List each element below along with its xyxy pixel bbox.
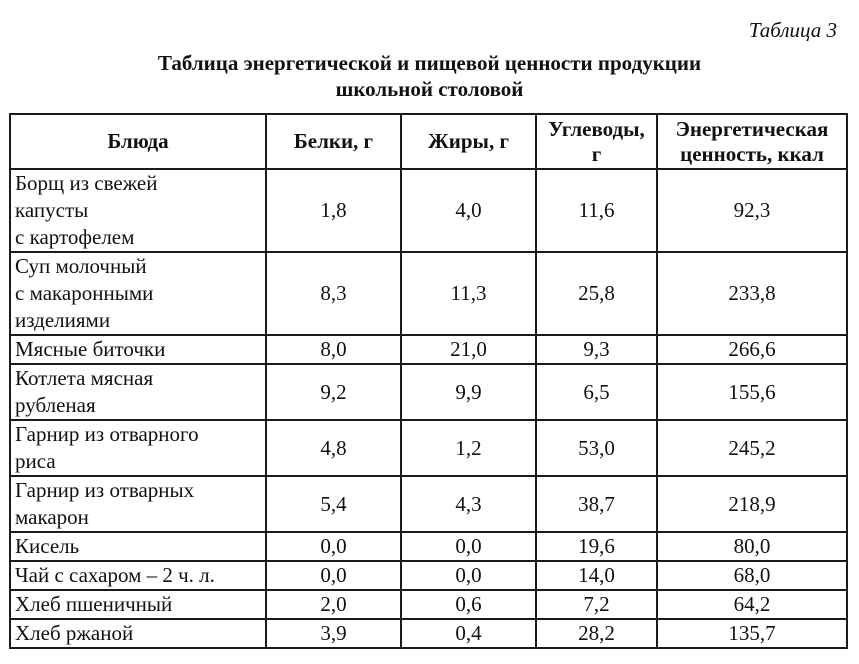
dish-cell: Гарнир из отварных макарон bbox=[10, 476, 266, 532]
carbs-cell: 25,8 bbox=[536, 252, 657, 335]
table-row bbox=[10, 476, 847, 532]
table-row bbox=[10, 561, 847, 590]
column-header-dish: Блюда bbox=[10, 114, 266, 169]
energy-cell: 80,0 bbox=[657, 532, 847, 561]
table-row bbox=[10, 619, 847, 648]
carbs-cell: 53,0 bbox=[536, 420, 657, 476]
protein-cell: 0,0 bbox=[266, 561, 401, 590]
fat-cell: 0,0 bbox=[401, 532, 536, 561]
carbs-cell: 6,5 bbox=[536, 364, 657, 420]
table-row bbox=[10, 252, 847, 335]
fat-cell: 11,3 bbox=[401, 252, 536, 335]
energy-cell: 233,8 bbox=[657, 252, 847, 335]
fat-cell: 0,0 bbox=[401, 561, 536, 590]
protein-cell: 1,8 bbox=[266, 169, 401, 252]
fat-cell: 21,0 bbox=[401, 335, 536, 364]
dish-cell: Хлеб ржаной bbox=[10, 619, 266, 648]
dish-cell: Гарнир из отварного риса bbox=[10, 420, 266, 476]
fat-cell: 4,0 bbox=[401, 169, 536, 252]
energy-cell: 135,7 bbox=[657, 619, 847, 648]
protein-cell: 2,0 bbox=[266, 590, 401, 619]
fat-cell: 9,9 bbox=[401, 364, 536, 420]
carbs-cell: 28,2 bbox=[536, 619, 657, 648]
table-row bbox=[10, 169, 847, 252]
carbs-cell: 7,2 bbox=[536, 590, 657, 619]
protein-cell: 0,0 bbox=[266, 532, 401, 561]
table-row bbox=[10, 532, 847, 561]
table-title bbox=[0, 50, 859, 102]
column-header-energy: Энергетическая ценность, ккал bbox=[657, 114, 847, 169]
carbs-cell: 14,0 bbox=[536, 561, 657, 590]
table-row bbox=[10, 420, 847, 476]
carbs-cell: 38,7 bbox=[536, 476, 657, 532]
energy-cell: 68,0 bbox=[657, 561, 847, 590]
dish-cell: Суп молочный с макаронными изделиями bbox=[10, 252, 266, 335]
dish-cell: Котлета мясная рубленая bbox=[10, 364, 266, 420]
protein-cell: 4,8 bbox=[266, 420, 401, 476]
protein-cell: 3,9 bbox=[266, 619, 401, 648]
energy-cell: 266,6 bbox=[657, 335, 847, 364]
energy-cell: 218,9 bbox=[657, 476, 847, 532]
nutrition-table bbox=[9, 113, 848, 649]
fat-cell: 0,4 bbox=[401, 619, 536, 648]
carbs-cell: 19,6 bbox=[536, 532, 657, 561]
dish-cell: Чай с сахаром – 2 ч. л. bbox=[10, 561, 266, 590]
dish-cell: Мясные биточки bbox=[10, 335, 266, 364]
table-row bbox=[10, 590, 847, 619]
dish-cell: Кисель bbox=[10, 532, 266, 561]
protein-cell: 5,4 bbox=[266, 476, 401, 532]
protein-cell: 9,2 bbox=[266, 364, 401, 420]
table-row bbox=[10, 335, 847, 364]
table-row bbox=[10, 364, 847, 420]
table-header-row bbox=[10, 114, 847, 169]
column-header-carbs: Углеводы, г bbox=[536, 114, 657, 169]
energy-cell: 64,2 bbox=[657, 590, 847, 619]
table-title-line-2: школьной столовой bbox=[335, 77, 524, 101]
carbs-cell: 11,6 bbox=[536, 169, 657, 252]
energy-cell: 155,6 bbox=[657, 364, 847, 420]
carbs-cell: 9,3 bbox=[536, 335, 657, 364]
fat-cell: 0,6 bbox=[401, 590, 536, 619]
table-title-line-1: Таблица энергетической и пищевой ценности продукции bbox=[157, 51, 702, 75]
protein-cell: 8,3 bbox=[266, 252, 401, 335]
dish-cell: Борщ из свежей капусты с картофелем bbox=[10, 169, 266, 252]
protein-cell: 8,0 bbox=[266, 335, 401, 364]
energy-cell: 92,3 bbox=[657, 169, 847, 252]
energy-cell: 245,2 bbox=[657, 420, 847, 476]
column-header-protein: Белки, г bbox=[266, 114, 401, 169]
fat-cell: 4,3 bbox=[401, 476, 536, 532]
table-body bbox=[10, 169, 847, 648]
dish-cell: Хлеб пшеничный bbox=[10, 590, 266, 619]
table-number-label: Таблица 3 bbox=[748, 18, 837, 42]
column-header-fat: Жиры, г bbox=[401, 114, 536, 169]
fat-cell: 1,2 bbox=[401, 420, 536, 476]
